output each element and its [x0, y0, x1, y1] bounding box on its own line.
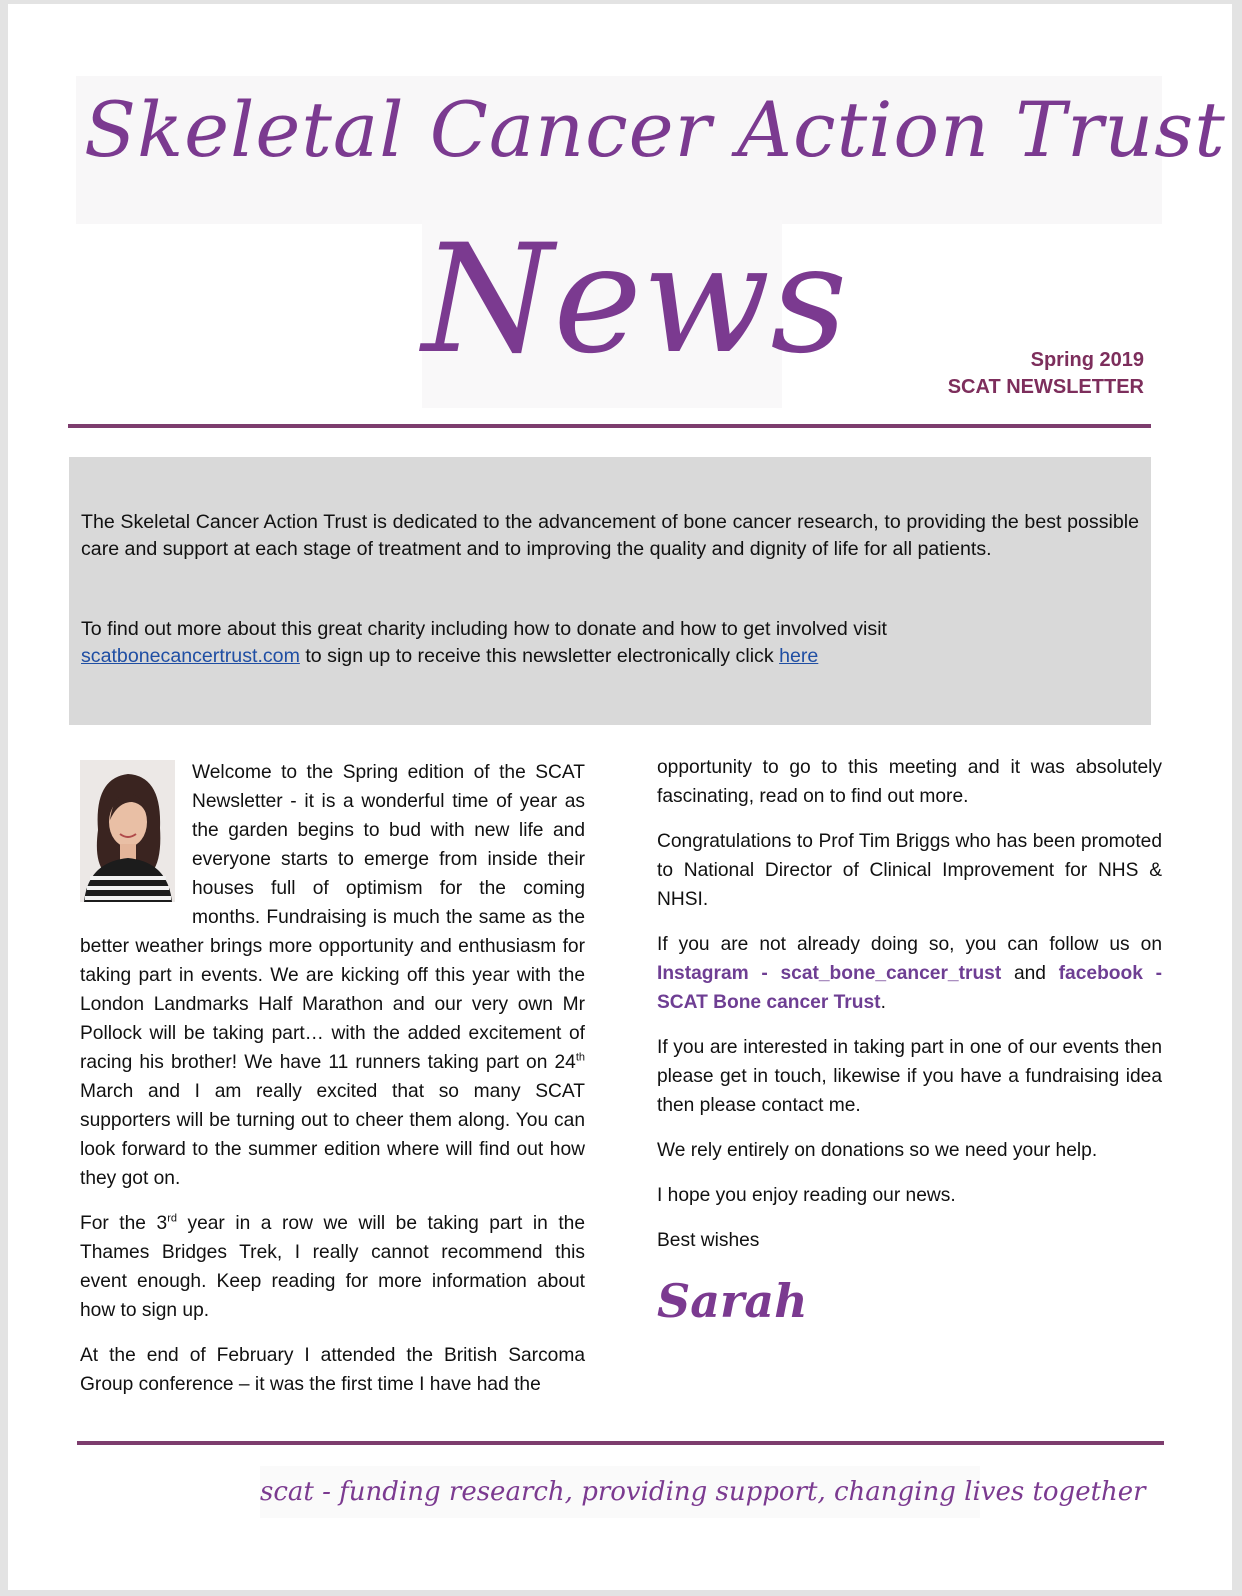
conference-paragraph: At the end of February I attended the British Sarcoma Group conference – it was the first time I have had the — [80, 1345, 585, 1395]
facebook-link[interactable]: facebook - SCAT Bone cancer Trust — [657, 963, 1162, 1013]
sign-off: Best wishes — [657, 1230, 760, 1251]
bridges-trek-paragraph — [80, 1209, 585, 1325]
welcome-paragraph — [80, 758, 585, 1193]
congratulations-paragraph: Congratulations to Prof Tim Briggs who has been promoted to National Director of Clinical Improvement for NHS & NHSI. — [657, 831, 1162, 910]
masthead-title: Skeletal Cancer Action Trust — [84, 85, 1226, 174]
author-avatar — [80, 760, 175, 902]
more-info-paragraph — [81, 616, 1139, 670]
mission-panel — [69, 457, 1151, 725]
signup-text: to sign up to receive this newsletter electronically click — [305, 645, 774, 667]
welcome-text: Welcome to the Spring edition of the SCAT Newsletter - it is a wonderful time of year as the garden begins to bud with new life and everyone starts to emerge from inside their houses full of optimism for the coming months. Fundraising is much the same as the better weather brings more opportunity and enthusiasm for taking part in events. We are kicking off this year with the London Landmarks Half Marathon and our very own Mr Pollock will be taking part… with the added excitement of racing his brother! We have 11 runners taking part on 24 — [80, 762, 585, 1073]
social-paragraph — [657, 930, 1162, 1017]
signup-here-link[interactable]: here — [779, 645, 819, 667]
conference-continued: opportunity to go to this meeting and it was absolutely fascinating, read on to find out more. — [657, 757, 1162, 807]
welcome-text-end: March and I am really excited that so many SCAT supporters will be turning out to cheer them along. You can look forward to the summer edition where will find out how they got on. — [80, 1081, 585, 1189]
instagram-link[interactable]: Instagram - scat_bone_cancer_trust — [657, 963, 1002, 984]
ordinal-suffix: rd — [167, 1212, 177, 1225]
events-paragraph: If you are interested in taking part in one of our events then please get in touch, likewise if you have a fundraising idea then please contact me. — [657, 1037, 1162, 1116]
bridges-text-start: For the 3 — [80, 1213, 168, 1234]
right-column — [657, 753, 1162, 1331]
date-suffix: th — [575, 1051, 585, 1064]
social-intro: If you are not already doing so, you can follow us on — [657, 934, 1162, 955]
author-photo-icon — [80, 760, 175, 902]
bridges-text-end: year in a row we will be taking part in the Thames Bridges Trek, I really cannot recommend this event enough. Keep reading for more information about how to sign up. — [80, 1213, 585, 1321]
edition-season: Spring 2019 — [1030, 349, 1144, 371]
author-signature: Sarah — [657, 1274, 808, 1328]
website-link[interactable]: scatbonecancertrust.com — [81, 645, 300, 667]
social-end: . — [880, 992, 886, 1013]
social-and: and — [1013, 963, 1046, 984]
news-logo: News — [422, 213, 848, 387]
left-column — [80, 758, 585, 1415]
donations-paragraph: We rely entirely on donations so we need your help. — [657, 1140, 1098, 1161]
more-info-text: To find out more about this great charity including how to donate and how to get involved visit — [81, 618, 888, 640]
enjoy-paragraph: I hope you enjoy reading our news. — [657, 1185, 956, 1206]
footer-tagline: scat - funding research, providing support, changing lives together — [260, 1466, 980, 1518]
edition-info — [948, 347, 1144, 401]
mission-statement: The Skeletal Cancer Action Trust is dedicated to the advancement of bone cancer research, to providing the best possible care and support at each stage of treatment and to improving the quality and dignity of life for all patients. — [81, 511, 1139, 560]
header-divider — [68, 424, 1151, 428]
footer-divider — [77, 1441, 1164, 1445]
edition-label: SCAT NEWSLETTER — [947, 376, 1144, 398]
